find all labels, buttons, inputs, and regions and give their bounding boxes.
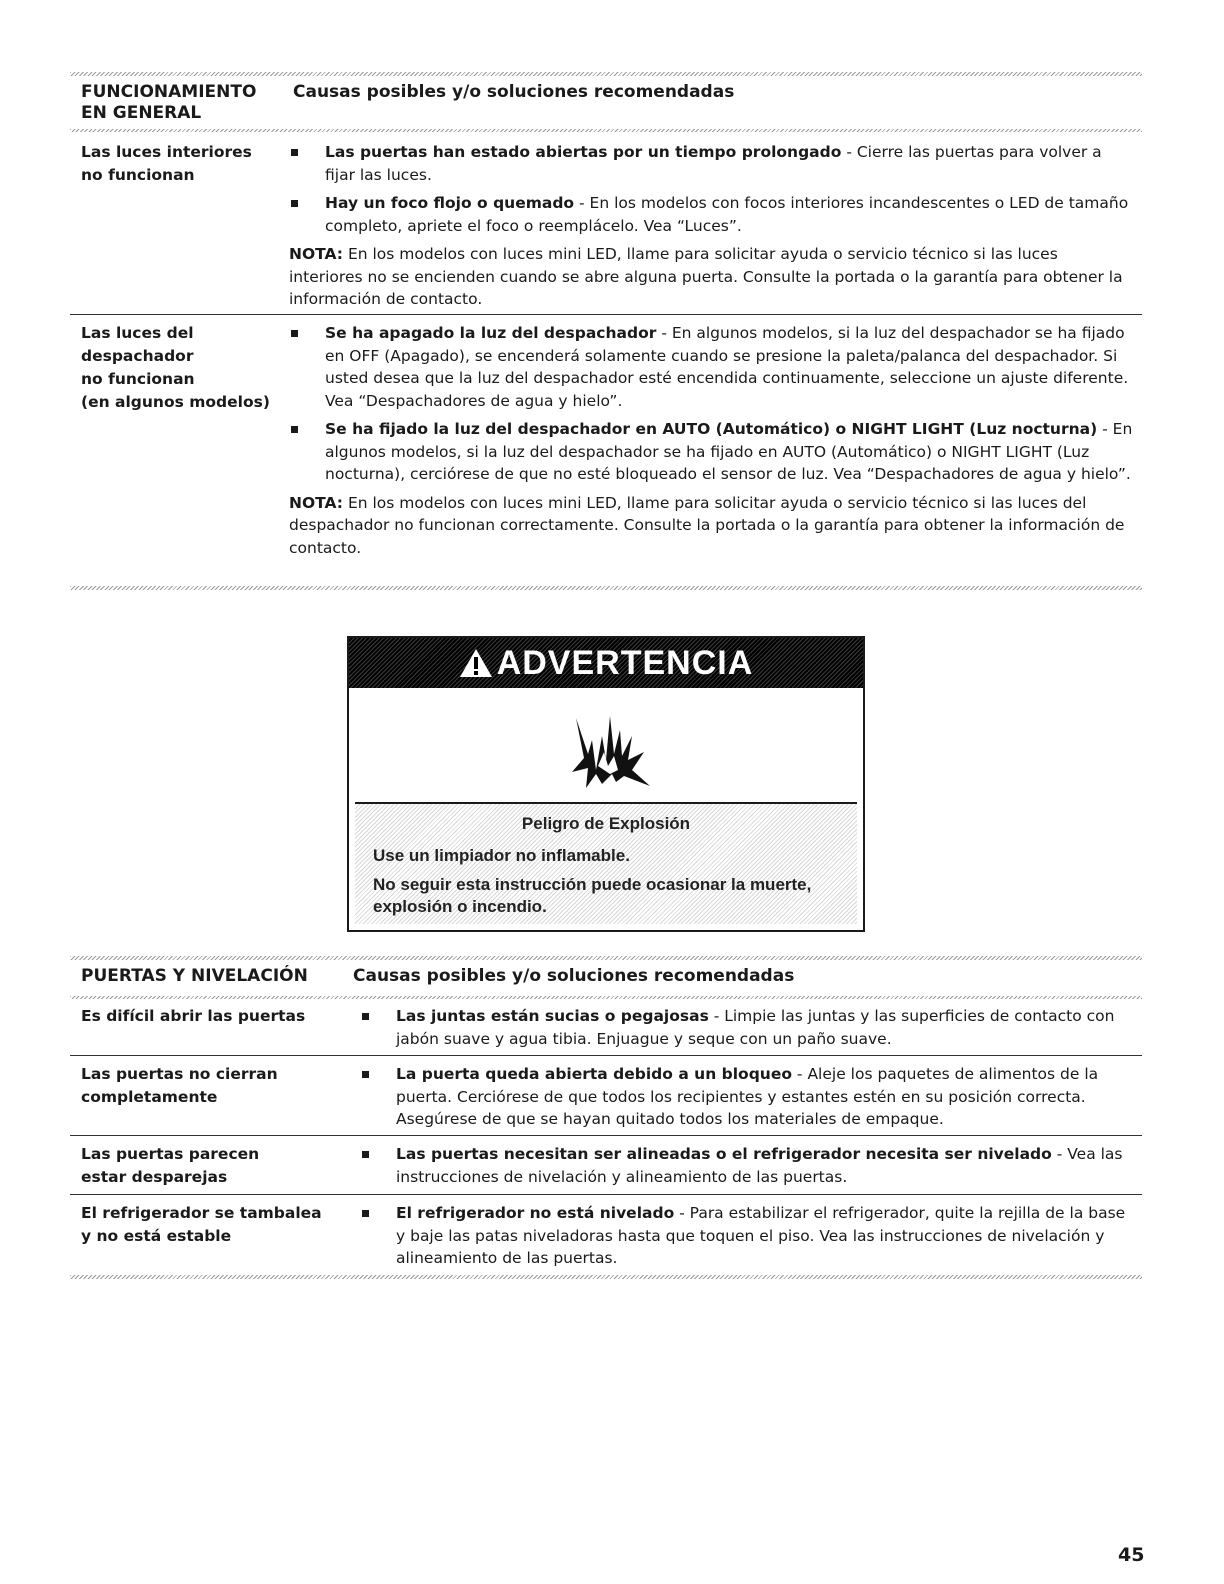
bullet-text: - En algunos modelos, si la luz del despachador se ha fijado en AUTO (Automático) o NIGHT LIGHT (Luz nocturna), cerciórese de que no esté bloqueado el sensor de luz. Vea “Despachadores de agua y hielo”. — [325, 420, 1133, 483]
bullet-heading: El refrigerador no está nivelado — [396, 1204, 675, 1222]
row-divider — [70, 314, 1142, 315]
row-label-line: despachador — [81, 347, 194, 365]
bullet-heading: Las juntas están sucias o pegajosas — [396, 1007, 709, 1025]
list-item — [289, 322, 1135, 412]
page-number: 45 — [1118, 1544, 1145, 1566]
table2-row1-label — [81, 1005, 341, 1028]
bullet-square-icon — [362, 1210, 369, 1217]
table2-section-heading: PUERTAS Y NIVELACIÓN — [81, 966, 308, 986]
warning-icon-area — [355, 688, 857, 804]
list-item — [289, 192, 1135, 237]
table2-row3-body — [360, 1143, 1136, 1194]
table1-row1-label — [81, 141, 281, 187]
table1-top-border — [70, 72, 1142, 76]
row-label-line: Las luces del — [81, 324, 194, 342]
table1-section-heading-line2: EN GENERAL — [81, 103, 202, 123]
bullet-square-icon — [362, 1013, 369, 1020]
warning-title: Peligro de Explosión — [521, 814, 691, 833]
table2-column-heading: Causas posibles y/o soluciones recomendadas — [353, 966, 795, 986]
list-item — [360, 1202, 1136, 1270]
table2-row4-body — [360, 1202, 1136, 1276]
table1-header-divider — [70, 129, 1142, 132]
bullet-text: - Para estabilizar el refrigerador, quite la rejilla de la base y baje las patas niveladoras hasta que toquen el piso. Vea las instrucciones de nivelación y alineamiento de las puertas. — [396, 1204, 1126, 1267]
row-label-line: Las puertas parecen — [81, 1145, 260, 1163]
row-divider — [70, 1194, 1142, 1195]
row-label-line: estar desparejas — [81, 1168, 228, 1186]
bullet-text: - Cierre las puertas para volver a fijar las luces. — [325, 143, 1102, 184]
note — [289, 492, 1135, 560]
warning-banner-text: ADVERTENCIA — [496, 644, 754, 682]
table2-bottom-border — [70, 1275, 1142, 1279]
bullet-text: - Vea las instrucciones de nivelación y alineamiento de las puertas. — [396, 1145, 1123, 1186]
list-item — [289, 418, 1135, 486]
row-label-line: Las luces interiores — [81, 143, 252, 161]
bullet-text: - Aleje los paquetes de alimentos de la puerta. Cerciórese de que todos los recipientes y estantes estén en su posición correcta. Asegúrese de que se hayan quitado todos los materiales de empaque. — [396, 1065, 1099, 1128]
bullet-heading: Las puertas necesitan ser alineadas o el refrigerador necesita ser nivelado — [396, 1145, 1052, 1163]
note-text: En los modelos con luces mini LED, llame para solicitar ayuda o servicio técnico si las luces del despachador no funcionan correctamente. Consulte la portada o la garantía para obtener la información de contacto. — [289, 493, 1125, 557]
bullet-heading: Se ha apagado la luz del despachador — [325, 324, 657, 342]
table2-row3-label — [81, 1143, 341, 1189]
bullet-square-icon — [291, 426, 298, 433]
bullet-square-icon — [291, 200, 298, 207]
bullet-text: - En los modelos con focos interiores incandescentes o LED de tamaño completo, apriete el foco o reemplácelo. Vea “Luces”. — [325, 194, 1129, 235]
bullet-heading: La puerta queda abierta debido a un bloqueo — [396, 1065, 792, 1083]
bullet-square-icon — [362, 1151, 369, 1158]
row-label-line: no funcionan — [81, 370, 195, 388]
row-divider — [70, 1055, 1142, 1056]
warning-banner — [349, 638, 863, 688]
warning-text-area — [349, 804, 863, 930]
bullet-text: - Limpie las juntas y las superficies de contacto con jabón suave y agua tibia. Enjuague y seque con un paño suave. — [396, 1007, 1115, 1048]
bullet-square-icon — [291, 330, 298, 337]
table1-row2-body — [289, 322, 1135, 559]
table2-row1-body — [360, 1005, 1136, 1056]
table1-row1-body — [289, 141, 1135, 311]
row-label-line: Es difícil abrir las puertas — [81, 1007, 306, 1025]
note-label: NOTA: — [289, 245, 344, 263]
row-label-line: Las puertas no cierran — [81, 1065, 278, 1083]
row-divider — [70, 1135, 1142, 1136]
bullet-heading: Se ha fijado la luz del despachador en AUTO (Automático) o NIGHT LIGHT (Luz nocturna) — [325, 420, 1098, 438]
row-label-line: y no está estable — [81, 1227, 232, 1245]
table2-row4-label — [81, 1202, 341, 1248]
table1-section-heading — [81, 82, 271, 124]
table2-top-border — [70, 956, 1142, 960]
bullet-square-icon — [362, 1071, 369, 1078]
row-label-line: completamente — [81, 1088, 218, 1106]
row-label-line: El refrigerador se tambalea — [81, 1204, 322, 1222]
note-text: En los modelos con luces mini LED, llame para solicitar ayuda o servicio técnico si las luces interiores no se encienden cuando se abre alguna puerta. Consulte la portada o la garantía para obtener la información de contacto. — [289, 245, 1123, 308]
list-item — [360, 1143, 1136, 1188]
table1-row2-label — [81, 322, 281, 414]
note-label: NOTA: — [289, 493, 344, 512]
bullet-heading: Las puertas han estado abiertas por un tiempo prolongado — [325, 143, 842, 161]
list-item — [289, 141, 1135, 186]
warning-triangle-icon — [459, 642, 493, 692]
warning-box — [347, 636, 865, 932]
explosion-icon — [558, 696, 658, 796]
note — [289, 243, 1135, 311]
list-item — [360, 1005, 1136, 1050]
table2-row2-body — [360, 1063, 1136, 1137]
warning-consequence: No seguir esta instrucción puede ocasionar la muerte, explosión o incendio. — [373, 875, 812, 916]
table2-header-divider — [70, 996, 1142, 999]
table2-row2-label — [81, 1063, 341, 1109]
bullet-heading: Hay un foco flojo o quemado — [325, 194, 575, 212]
table1-column-heading: Causas posibles y/o soluciones recomendadas — [293, 82, 735, 102]
table1-bottom-border — [70, 586, 1142, 590]
list-item — [360, 1063, 1136, 1131]
bullet-text: - En algunos modelos, si la luz del despachador se ha fijado en OFF (Apagado), se encenderá solamente cuando se presione la paleta/palanca del despachador. Si usted desea que la luz del despachador esté encendida continuamente, seleccione un ajuste diferente. Vea “Despachadores de agua y hielo”. — [325, 324, 1129, 410]
bullet-square-icon — [291, 149, 298, 156]
table1-section-heading-line1: FUNCIONAMIENTO — [81, 82, 257, 102]
row-label-line: (en algunos modelos) — [81, 393, 270, 411]
warning-instruction: Use un limpiador no inflamable. — [373, 846, 630, 865]
row-label-line: no funcionan — [81, 166, 195, 184]
